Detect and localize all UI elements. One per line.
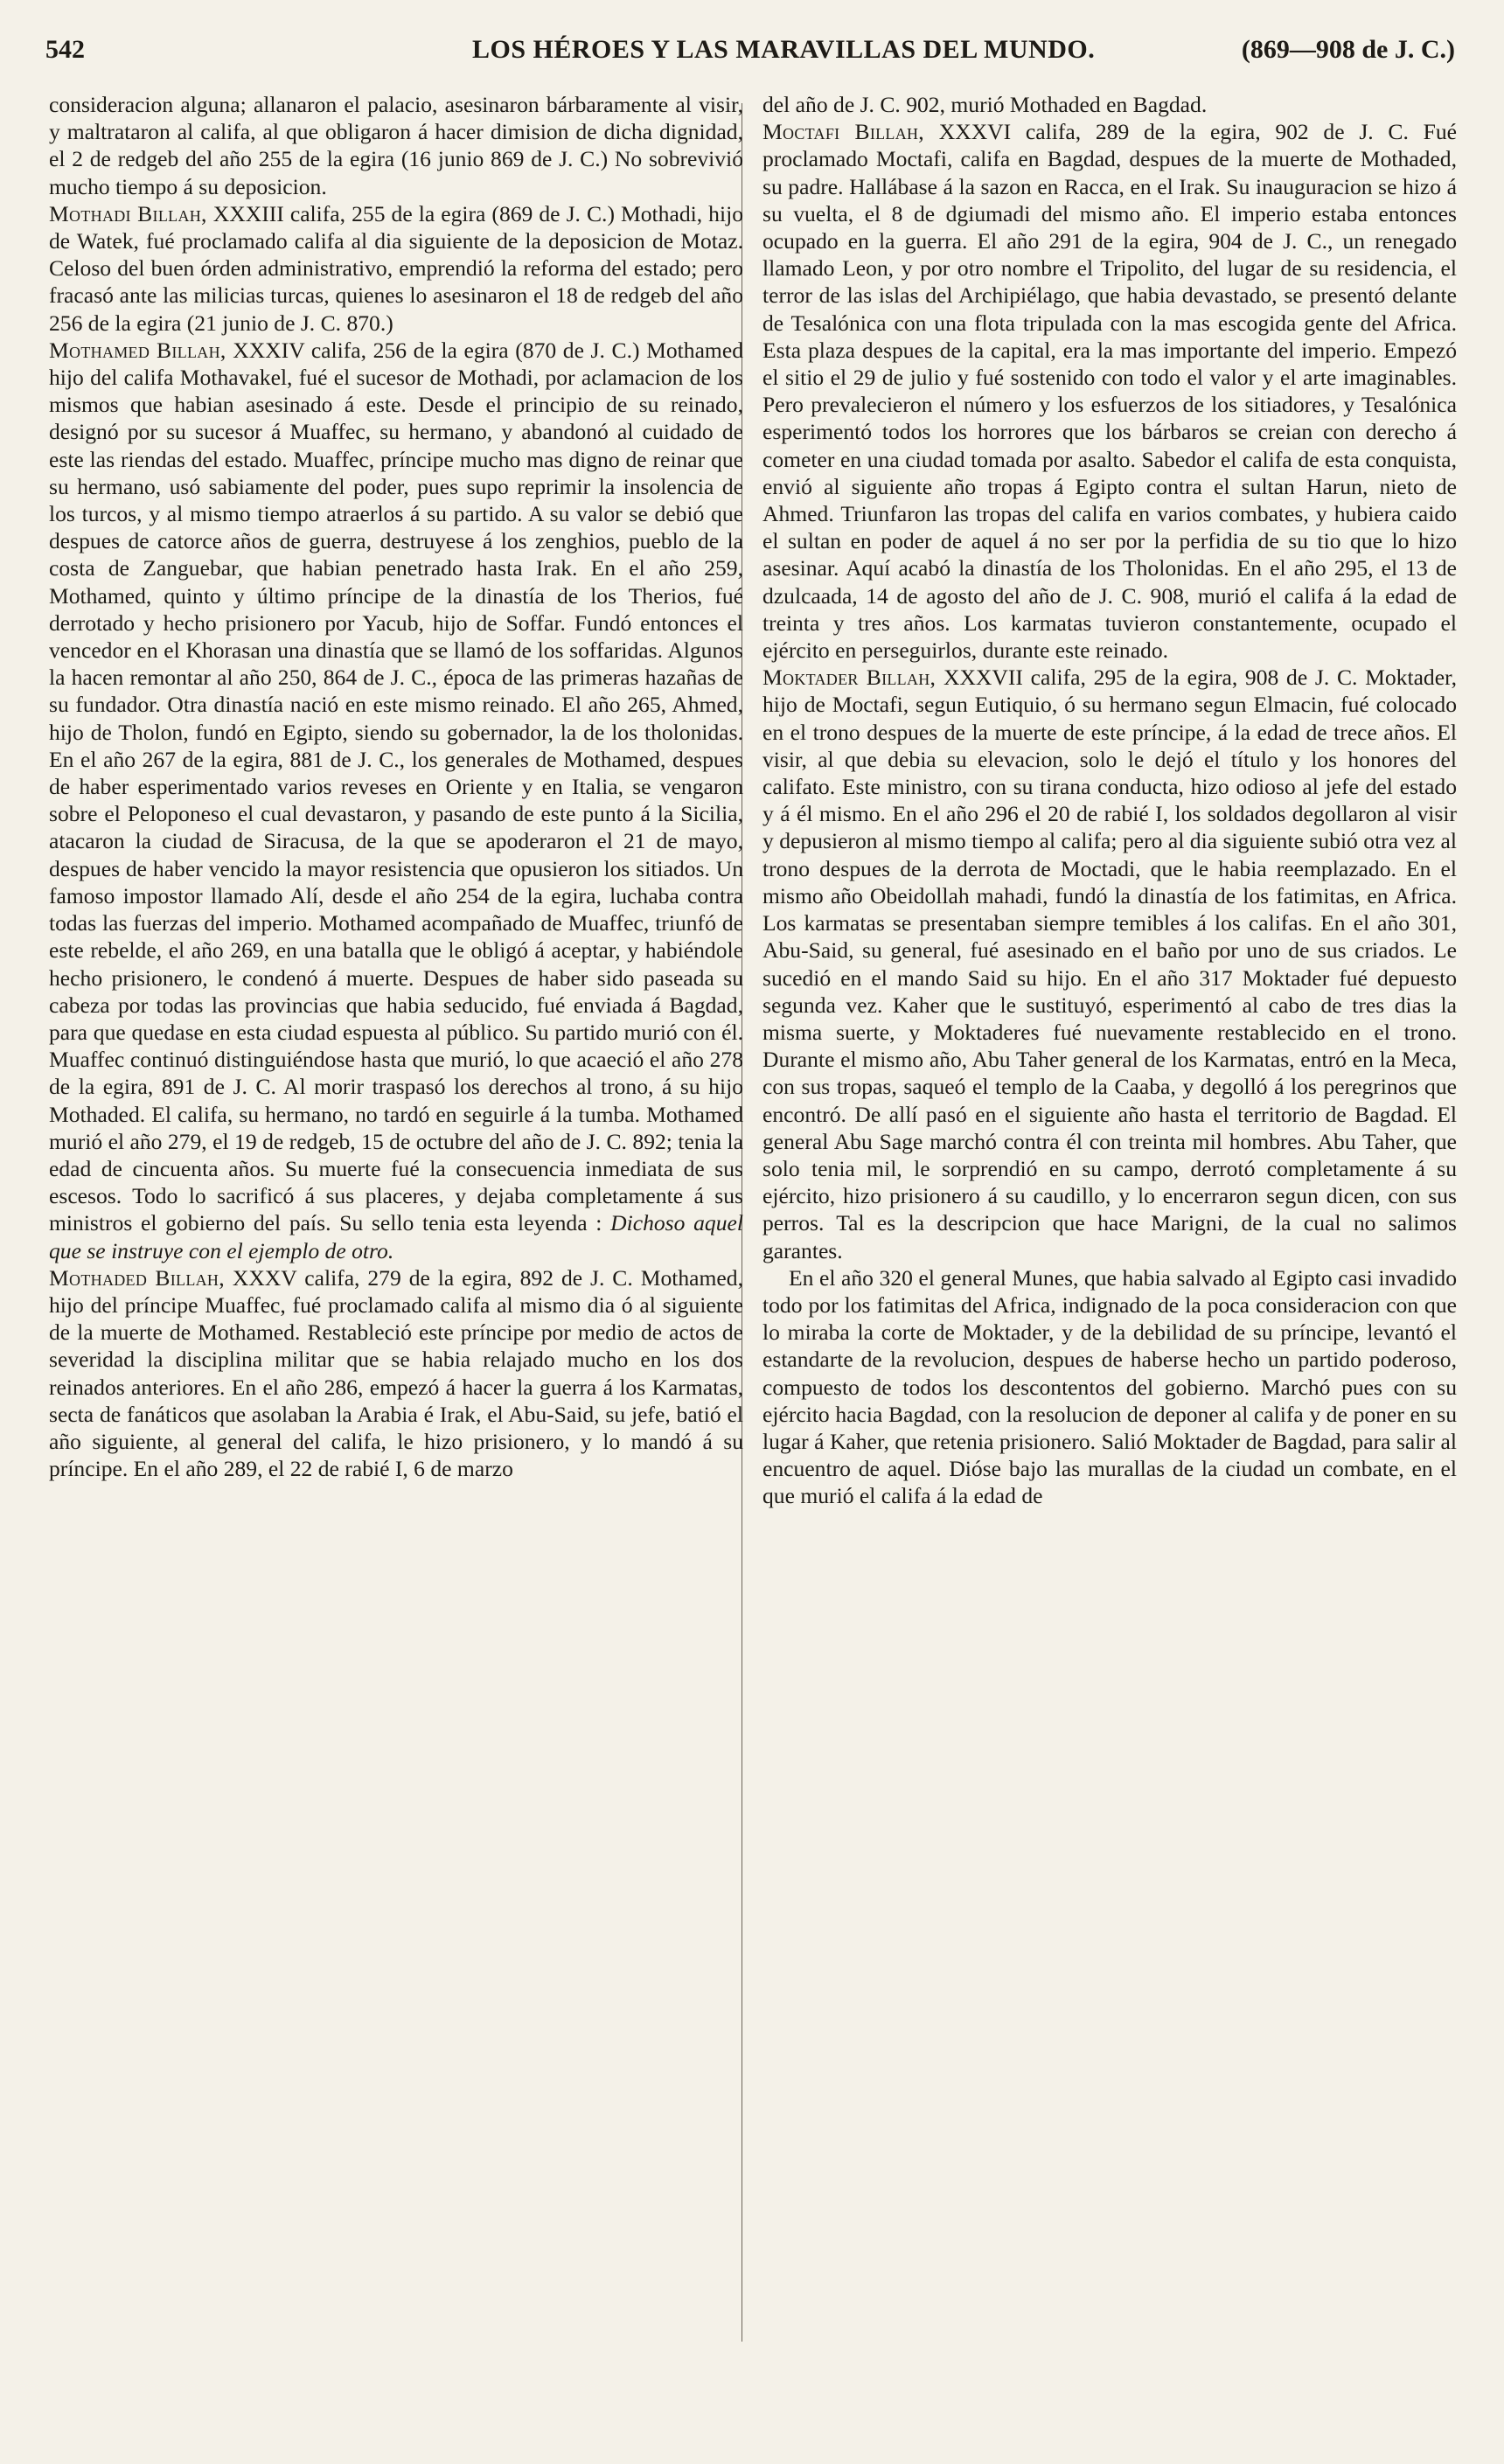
caliph-name: Mothaded Billah,	[49, 1264, 225, 1291]
entry-moctafi	[762, 118, 1457, 664]
right-column	[762, 91, 1457, 1510]
date-range: (869—908 de J. C.)	[1241, 35, 1455, 64]
caliph-name: Mothadi Billah,	[49, 200, 207, 226]
paragraph-continuation: del año de J. C. 902, murió Mothaded en Bagdad.	[762, 92, 1208, 117]
caliph-name: Mothamed Billah,	[49, 337, 226, 363]
entry-text: XXXIV califa, 256 de la egira (870 de J. C.) Mothamed hijo del califa Mothavakel, fué el sucesor de Mothadi, por aclamacion de los mismos que habian asesinado á este. Desde el principio de su reinado, designó por su sucesor á Muaffec, su hermano, y abandonó al cuidado de este las riendas del estado. Muaffec, príncipe mucho mas digno de reinar que su hermano, usó sabiamente del poder, pues supo reprimir la insolencia de los turcos, y al mismo tiempo atraerlos á su partido. A su valor se debió que despues de catorce años de guerra, destruyese á los zenghios, pueblo de la costa de Zanguebar, que habian penetrado hasta Irak. En el año 259, Mothamed, quinto y último príncipe de la dinastía de los Therios, fué derrotado y hecho prisionero por Yacub, hijo de Soffar. Fundó entonces el vencedor en el Khorasan una dinastía que se llamó de los soffaridas. Algunos la hacen remontar al año 250, 864 de J. C., época de las primeras hazañas de su fundador. Otra dinastía nació en este mismo reinado. El año 265, Ahmed, hijo de Tholon, fundó en Egipto, siendo su gobernador, la de los tholonidas. En el año 267 de la egira, 881 de J. C., los generales de Mothamed, despues de haber esperimentado varios reveses en Oriente y en Italia, se vengaron sobre el Peloponeso el cual devastaron, y pasando de este punto á la Sicilia, atacaron la ciudad de Siracusa, de la que se apoderaron el 21 de mayo, despues de haber vencido la mayor resistencia que opusieron los sitiados. Un famoso impostor llamado Alí, desde el año 254 de la egira, luchaba contra todas las fuerzas del imperio. Mothamed acompañado de Muaffec, triunfó de este rebelde, el año 269, en una batalla que le obligó á aceptar, y habiéndole hecho prisionero, le condenó á muerte. Despues de haber sido paseada su cabeza por todas las provincias que habia seducido, fué enviada á Bagdad, para que quedase en esta ciudad espuesta al público. Su partido murió con él. Muaffec continuó distinguiéndose hasta que murió, lo que acaeció el año 278 de la egira, 891 de J. C. Al morir traspasó los derechos al trono, á su hijo Mothaded. El califa, su hermano, no tardó en seguirle á la tumba. Mothamed murió el año 279, el 19 de redgeb, 15 de octubre del año de J. C. 892; tenia la edad de cincuenta años. Su muerte fué la consecuencia inmediata de sus escesos. Todo lo sacrificó á sus placeres, y dejaba completamente á sus ministros el gobierno del país. Su sello tenia esta leyenda :	[49, 337, 743, 1236]
paragraph-munes: En el año 320 el general Munes, que habia salvado al Egipto casi invadido todo por los fatimitas del Africa, indignado de la poca consideracion con que lo miraba la corte de Moktader, y de la debilidad de su príncipe, levantó el estandarte de la revolucion, despues de haberse hecho un partido poderoso, compuesto de todos los descontentos del gobierno. Marchó pues con su ejército hacia Bagdad, con la resolucion de deponer al califa y de poner en su lugar á Kaher, que retenia prisionero. Salió Moktader de Bagdad, para salir al encuentro de aquel. Dióse bajo las murallas de la ciudad un combate, en el que murió el califa á la edad de	[762, 1264, 1457, 1509]
entry-text: XXXVI califa, 289 de la egira, 902 de J. C. Fué proclamado Moctafi, califa en Bagdad, despues de la muerte de Mothaded, su padre. Hallábase á la sazon en Racca, en el Irak. Su inauguracion se hizo á su vuelta, el 8 de dgiumadi del mismo año. El imperio estaba entonces ocupado en la guerra. El año 291 de la egira, 904 de J. C., un renegado llamado Leon, y por otro nombre el Tripolito, del lugar de su residencia, el terror de las islas del Archipiélago, que habia devastado, se presentó delante de Tesalónica con una flota tripulada con la mas escogida gente del Africa. Esta plaza despues de la capital, era la mas importante del imperio. Empezó el sitio el 29 de julio y fué sostenido con todo el valor y el arte imaginables. Pero prevalecieron el número y los esfuerzos de los sitiadores, y Tesalónica esperimentó todos los horrores que los bárbaros se creian con derecho á cometer en una ciudad tomada por asalto. Sabedor el califa de esta conquista, envió al siguiente año tropas á Egipto contra el sultan Harun, nieto de Ahmed. Triunfaron las tropas del califa en varios combates, y hubiera caido el sultan en poder de aquel á no ser por la perfidia de su tio que lo hizo asesinar. Aquí acabó la dinastía de los Tholonidas. En el año 295, el 13 de dzulcaada, 14 de agosto del año de J. C. 908, murió el califa á la edad de treinta y tres años. Los karmatas tuvieron constantemente, ocupado el ejército en perseguirlos, durante este reinado.	[762, 119, 1457, 664]
left-column	[49, 91, 743, 1482]
entry-moktader	[762, 664, 1457, 1263]
running-header	[45, 35, 1455, 73]
caliph-name: Moctafi Billah,	[762, 119, 924, 145]
entry-text: XXXV califa, 279 de la egira, 892 de J. C. Mothamed, hijo del príncipe Muaffec, fué proclamado califa al mismo dia ó al siguiente de la muerte de Mothamed. Restableció este príncipe por medio de actos de severidad la disciplina militar que se habia relajado mucho en los dos reinados anteriores. En el año 286, empezó á hacer la guerra á los Karmatas, secta de fanáticos que asolaban la Arabia é Irak, el Abu-Said, su jefe, batió el año siguiente, al general del califa, le hizo prisionero, y lo mandó á su príncipe. En el año 289, el 22 de rabié I, 6 de marzo	[49, 1264, 743, 1482]
seal-motto: Dichoso aquel que se instruye con el ejemplo de otro.	[49, 1210, 743, 1263]
caliph-name: Moktader Billah,	[762, 665, 937, 691]
entry-mothamed	[49, 337, 743, 1264]
entry-text: XXXIII califa, 255 de la egira (869 de J. C.) Mothadi, hijo de Watek, fué proclamado califa al dia siguiente de la deposicion de Motaz. Celoso del buen órden administrativo, emprendió la reforma del estado; pero fracasó ante las milicias turcas, quienes lo asesinaron el 18 de redgeb del año 256 de la egira (21 junio de J. C. 870.)	[49, 200, 743, 336]
paragraph-continuation: consideracion alguna; allanaron el palacio, asesinaron bárbaramente al visir, y maltrataron al califa, al que obligaron á hacer dimision de dicha dignidad, el 2 de redgeb del año 255 de la egira (16 junio 869 de J. C.) No sobrevivió mucho tiempo á su deposicion.	[49, 92, 743, 199]
page-number: 542	[45, 35, 85, 64]
entry-mothadi	[49, 200, 743, 337]
entry-text: XXXVII califa, 295 de la egira, 908 de J. C. Moktader, hijo de Moctafi, segun Eutiquio, ó su hermano segun Elmacin, fué colocado en el trono despues de la muerte de este príncipe, á la edad de trece años. El visir, al que debia su elevacion, solo le dejó el título y los honores del califato. Este ministro, con su tirana conducta, hizo odioso al jefe del estado y á él mismo. En el año 296 el 20 de rabié I, los soldados degollaron al visir y depusieron al mismo tiempo al califa; pero al dia siguiente subió otra vez al trono despues de la derrota de Moctadi, que le habia reemplazado. En el mismo año Obeidollah mahadi, fundó la dinastía de los fatimitas, en Africa. Los karmatas se presentaban siempre temibles á los califas. En el año 301, Abu-Said, su general, fué asesinado en el baño por uno de sus criados. Le sucedió en el mando Said su hijo. En el año 317 Moktader fué depuesto segunda vez. Kaher que le sustituyó, esperimentó al cabo de tres dias la misma suerte, y Moktaderes fué nuevamente restablecido en el trono. Durante el mismo año, Abu Taher general de los Karmatas, entró en la Meca, con sus tropas, saqueó el templo de la Caaba, y degolló á los peregrinos que encontró. De allí pasó en el siguiente año hasta el territorio de Bagdad. El general Abu Sage marchó contra él con treinta mil hombres. Abu Taher, que solo tenia mil, le sorprendió en su campo, derrotó completamente á su ejército, hizo prisionero á su caudillo, y lo encerraron segun dicen, con sus perros. Tal es la descripcion que hace Marigni, de la cual no salimos garantes.	[762, 665, 1457, 1263]
running-title: LOS HÉROES Y LAS MARAVILLAS DEL MUNDO.	[472, 35, 1096, 64]
entry-mothaded	[49, 1264, 743, 1483]
